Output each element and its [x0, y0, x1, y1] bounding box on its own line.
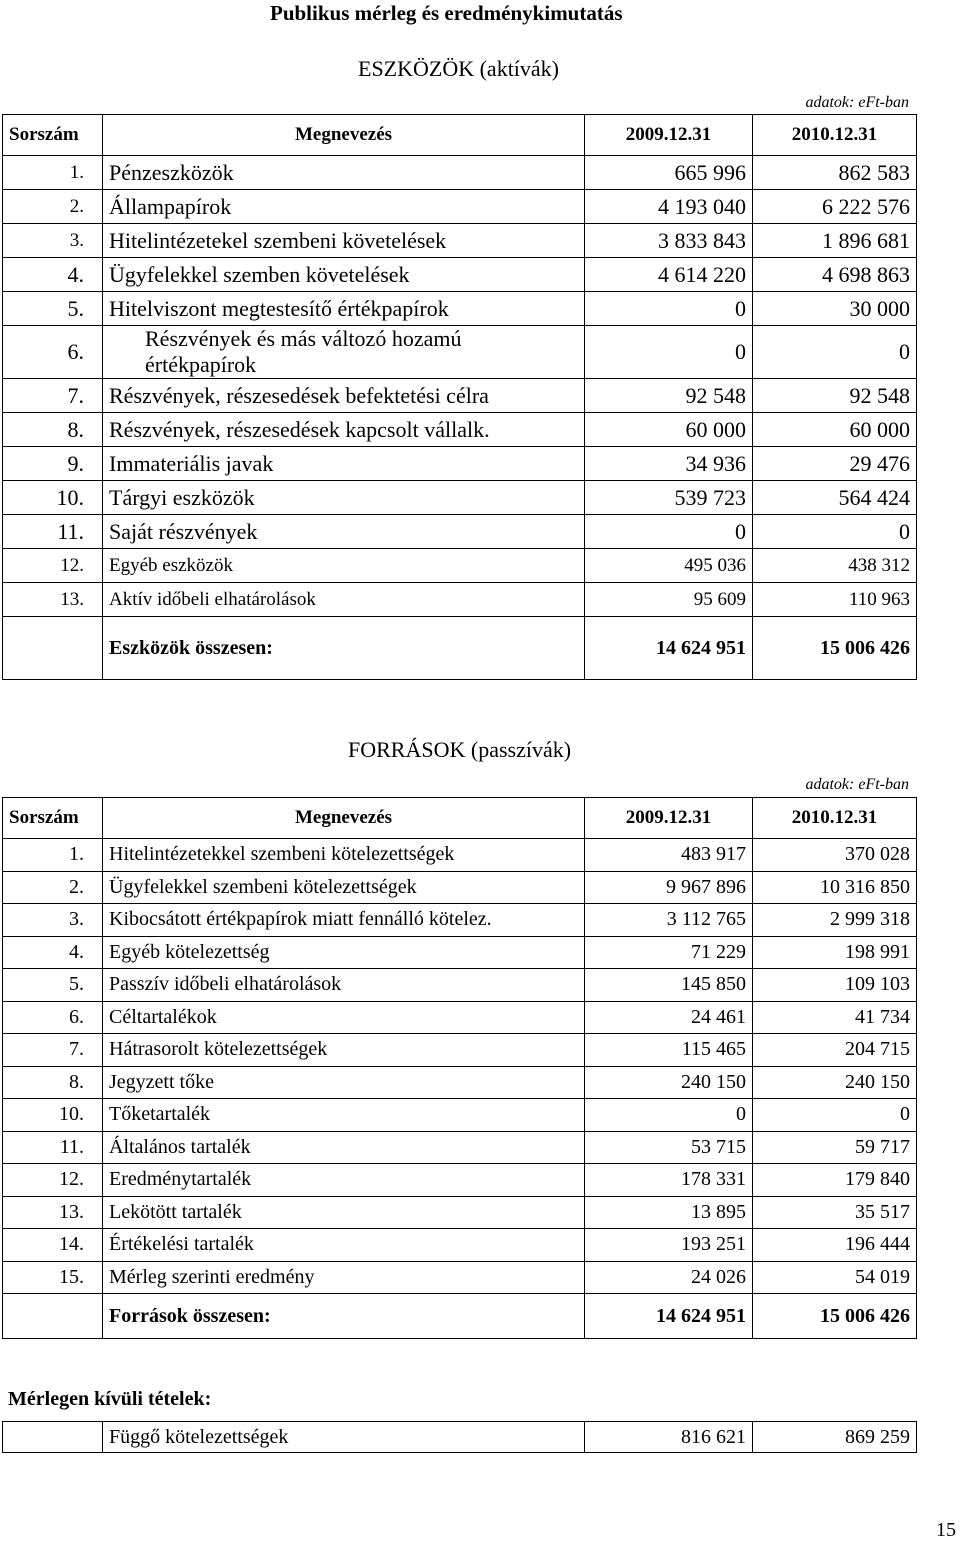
- value-2010: 59 717: [753, 1131, 917, 1164]
- value-2009: 816 621: [585, 1422, 753, 1453]
- value-2009: 0: [585, 1099, 753, 1132]
- table-row: [3, 1164, 917, 1197]
- total-blank-cell: [3, 1294, 103, 1339]
- row-name-line-1: Részvények és más változó hozamú: [145, 326, 462, 351]
- value-2009: 24 026: [585, 1261, 753, 1294]
- value-2010: 109 103: [753, 969, 917, 1002]
- table-row: [3, 156, 917, 190]
- value-2010: 35 517: [753, 1196, 917, 1229]
- liabilities-total-row: [3, 1294, 917, 1339]
- row-name: Saját részvények: [103, 515, 585, 549]
- liabilities-header-row: [3, 798, 917, 839]
- value-2010: 0: [753, 1099, 917, 1132]
- row-number: 6.: [3, 1001, 103, 1034]
- row-number: 8.: [3, 413, 103, 447]
- value-2009: 34 936: [585, 447, 753, 481]
- value-2009: 53 715: [585, 1131, 753, 1164]
- table-row: [3, 1034, 917, 1067]
- table-row: [3, 583, 917, 617]
- row-number: 4.: [3, 936, 103, 969]
- row-name: Lekötött tartalék: [103, 1196, 585, 1229]
- row-name-line-2: értékpapírok: [145, 352, 257, 377]
- row-name: Részvények, részesedések kapcsolt vállalk.: [103, 413, 585, 447]
- row-number: 2.: [3, 190, 103, 224]
- liabilities-table: [2, 797, 917, 1339]
- total-2010: 15 006 426: [753, 1294, 917, 1339]
- off-balance-title: Mérlegen kívüli tételek:: [8, 1388, 212, 1410]
- row-name: Állampapírok: [103, 190, 585, 224]
- row-name: Hátrasorolt kötelezettségek: [103, 1034, 585, 1067]
- row-number: 3.: [3, 224, 103, 258]
- value-2010: 41 734: [753, 1001, 917, 1034]
- value-2010: 60 000: [753, 413, 917, 447]
- value-2010: 10 316 850: [753, 871, 917, 904]
- row-number: 15.: [3, 1261, 103, 1294]
- table-row: [3, 258, 917, 292]
- row-name: Részvények, részesedések befektetési célra: [103, 379, 585, 413]
- value-2010: 862 583: [753, 156, 917, 190]
- value-2009: 13 895: [585, 1196, 753, 1229]
- row-name: Ügyfelekkel szembeni kötelezettségek: [103, 871, 585, 904]
- total-2009: 14 624 951: [585, 1294, 753, 1339]
- assets-heading: ESZKÖZÖK (aktívák): [358, 56, 560, 81]
- table-row: [3, 515, 917, 549]
- row-number: 13.: [3, 1196, 103, 1229]
- value-2009: 665 996: [585, 156, 753, 190]
- value-2009: 0: [585, 515, 753, 549]
- row-name: Függő kötelezettségek: [103, 1422, 585, 1453]
- column-header-2009: 2009.12.31: [585, 798, 753, 839]
- row-number: 6.: [3, 326, 103, 379]
- liabilities-unit-note: adatok: eFt-ban: [805, 776, 909, 793]
- value-2010: 30 000: [753, 292, 917, 326]
- value-2009: 240 150: [585, 1066, 753, 1099]
- table-row: [3, 871, 917, 904]
- table-row: [3, 839, 917, 872]
- row-number: 14.: [3, 1229, 103, 1262]
- value-2009: 60 000: [585, 413, 753, 447]
- table-row: [3, 447, 917, 481]
- row-number: 9.: [3, 447, 103, 481]
- value-2010: 198 991: [753, 936, 917, 969]
- column-header-sorszam: Sorszám: [3, 115, 103, 156]
- row-name: Aktív időbeli elhatárolások: [103, 583, 585, 617]
- row-number: 8.: [3, 1066, 103, 1099]
- table-row: [3, 1099, 917, 1132]
- table-row: [3, 936, 917, 969]
- value-2010: 564 424: [753, 481, 917, 515]
- value-2010: 370 028: [753, 839, 917, 872]
- row-number: 4.: [3, 258, 103, 292]
- table-row: [3, 413, 917, 447]
- total-label: Eszközök összesen:: [103, 617, 585, 680]
- column-header-megnevezes: Megnevezés: [103, 115, 585, 156]
- row-number: 1.: [3, 839, 103, 872]
- table-row: [3, 549, 917, 583]
- value-2009: 145 850: [585, 969, 753, 1002]
- row-name: Hitelintézetekel szembeni követelések: [103, 224, 585, 258]
- page-title: Publikus mérleg és eredménykimutatás: [270, 1, 623, 25]
- total-2010: 15 006 426: [753, 617, 917, 680]
- column-header-2009: 2009.12.31: [585, 115, 753, 156]
- value-2009: 4 614 220: [585, 258, 753, 292]
- page-number: 15: [936, 1519, 956, 1541]
- row-number: 7.: [3, 379, 103, 413]
- value-2009: 4 193 040: [585, 190, 753, 224]
- total-blank-cell: [3, 617, 103, 680]
- row-name: Mérleg szerinti eredmény: [103, 1261, 585, 1294]
- row-name: Céltartalékok: [103, 1001, 585, 1034]
- table-row: [3, 969, 917, 1002]
- value-2009: 193 251: [585, 1229, 753, 1262]
- row-name: Egyéb kötelezettség: [103, 936, 585, 969]
- row-name: Értékelési tartalék: [103, 1229, 585, 1262]
- row-number: 3.: [3, 904, 103, 937]
- table-row: [3, 904, 917, 937]
- value-2009: 539 723: [585, 481, 753, 515]
- total-label: Források összesen:: [103, 1294, 585, 1339]
- row-name: Tőketartalék: [103, 1099, 585, 1132]
- value-2010: 869 259: [753, 1422, 917, 1453]
- row-number: 11.: [3, 515, 103, 549]
- value-2009: 495 036: [585, 549, 753, 583]
- row-name: Egyéb eszközök: [103, 549, 585, 583]
- table-row: [3, 1196, 917, 1229]
- value-2009: 115 465: [585, 1034, 753, 1067]
- total-2009: 14 624 951: [585, 617, 753, 680]
- value-2010: 29 476: [753, 447, 917, 481]
- row-name: Hitelviszont megtestesítő értékpapírok: [103, 292, 585, 326]
- row-number-blank: [3, 1422, 103, 1453]
- row-name: Hitelintézetekkel szembeni kötelezettségek: [103, 839, 585, 872]
- row-name: Ügyfelekkel szemben követelések: [103, 258, 585, 292]
- value-2010: 179 840: [753, 1164, 917, 1197]
- table-row: [3, 1422, 917, 1453]
- value-2010: 2 999 318: [753, 904, 917, 937]
- value-2009: 178 331: [585, 1164, 753, 1197]
- table-row: [3, 1261, 917, 1294]
- table-row: [3, 326, 917, 379]
- row-number: 5.: [3, 292, 103, 326]
- table-row: [3, 379, 917, 413]
- row-number: 12.: [3, 549, 103, 583]
- value-2009: 9 967 896: [585, 871, 753, 904]
- value-2010: 196 444: [753, 1229, 917, 1262]
- row-number: 12.: [3, 1164, 103, 1197]
- value-2010: 92 548: [753, 379, 917, 413]
- row-name: Eredménytartalék: [103, 1164, 585, 1197]
- assets-total-row: [3, 617, 917, 680]
- value-2009: 92 548: [585, 379, 753, 413]
- row-name: Tárgyi eszközök: [103, 481, 585, 515]
- value-2010: 4 698 863: [753, 258, 917, 292]
- value-2009: 3 833 843: [585, 224, 753, 258]
- value-2009: 24 461: [585, 1001, 753, 1034]
- column-header-2010: 2010.12.31: [753, 798, 917, 839]
- row-name: Általános tartalék: [103, 1131, 585, 1164]
- column-header-2010: 2010.12.31: [753, 115, 917, 156]
- value-2010: 0: [753, 326, 917, 379]
- value-2010: 438 312: [753, 549, 917, 583]
- value-2010: 240 150: [753, 1066, 917, 1099]
- value-2009: 0: [585, 292, 753, 326]
- value-2010: 0: [753, 515, 917, 549]
- row-number: 10.: [3, 1099, 103, 1132]
- row-name: Jegyzett tőke: [103, 1066, 585, 1099]
- value-2009: 0: [585, 326, 753, 379]
- value-2010: 204 715: [753, 1034, 917, 1067]
- row-number: 1.: [3, 156, 103, 190]
- value-2010: 54 019: [753, 1261, 917, 1294]
- row-number: 2.: [3, 871, 103, 904]
- row-number: 5.: [3, 969, 103, 1002]
- table-row: [3, 190, 917, 224]
- assets-unit-note: adatok: eFt-ban: [805, 94, 909, 111]
- row-name: Passzív időbeli elhatárolások: [103, 969, 585, 1002]
- column-header-sorszam: Sorszám: [3, 798, 103, 839]
- off-balance-table: [2, 1421, 917, 1453]
- value-2010: 110 963: [753, 583, 917, 617]
- liabilities-heading: FORRÁSOK (passzívák): [348, 737, 572, 762]
- assets-header-row: [3, 115, 917, 156]
- row-name: Immateriális javak: [103, 447, 585, 481]
- row-name: Kibocsátott értékpapírok miatt fennálló kötelez.: [103, 904, 585, 937]
- table-row: [3, 1229, 917, 1262]
- value-2009: 95 609: [585, 583, 753, 617]
- row-name: Pénzeszközök: [103, 156, 585, 190]
- value-2009: 71 229: [585, 936, 753, 969]
- table-row: [3, 1066, 917, 1099]
- table-row: [3, 292, 917, 326]
- table-row: [3, 1131, 917, 1164]
- row-number: 13.: [3, 583, 103, 617]
- table-row: [3, 481, 917, 515]
- value-2010: 6 222 576: [753, 190, 917, 224]
- value-2009: 3 112 765: [585, 904, 753, 937]
- column-header-megnevezes: Megnevezés: [103, 798, 585, 839]
- row-name: [103, 326, 585, 379]
- value-2010: 1 896 681: [753, 224, 917, 258]
- assets-table: [2, 114, 917, 680]
- row-number: 10.: [3, 481, 103, 515]
- row-number: 7.: [3, 1034, 103, 1067]
- table-row: [3, 1001, 917, 1034]
- value-2009: 483 917: [585, 839, 753, 872]
- table-row: [3, 224, 917, 258]
- row-number: 11.: [3, 1131, 103, 1164]
